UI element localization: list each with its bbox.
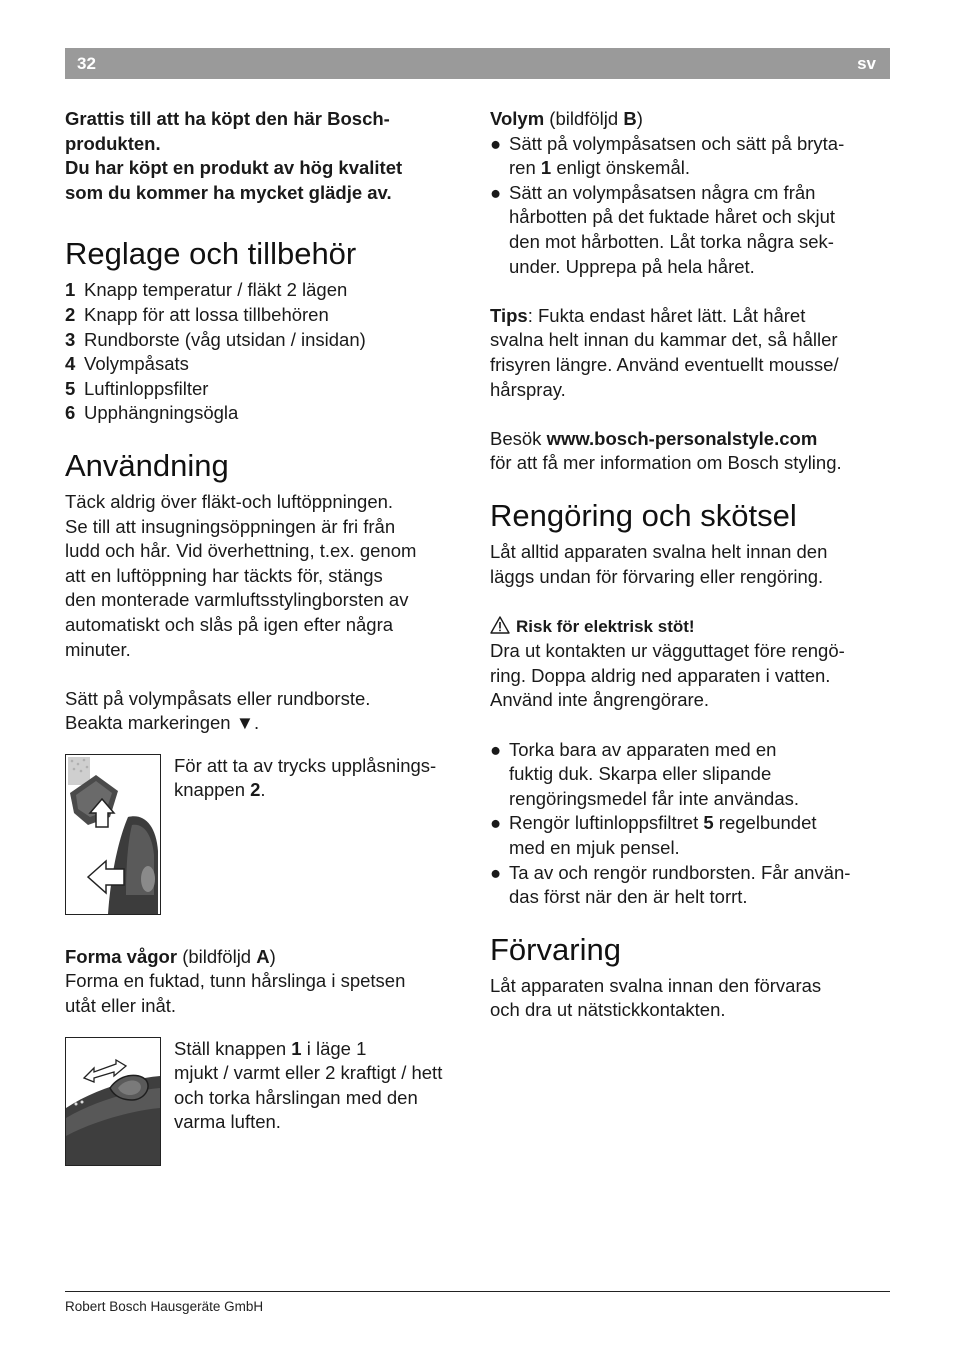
list-item: 3 Rundborste (våg utsidan / insidan) (65, 328, 366, 350)
storage-heading: Förvaring (490, 931, 621, 967)
controls-heading: Reglage och tillbehör (65, 236, 357, 272)
switch-illustration (65, 1037, 161, 1166)
warning-icon (490, 616, 510, 634)
remove-attachment-text: För att ta av trycks upplåsnings- knappen 2. (174, 754, 437, 801)
language-code: sv (857, 54, 876, 73)
page-number: 32 (77, 54, 96, 73)
switch-setting-row (65, 1037, 470, 1166)
list-item: 4 Volympåsats (65, 353, 189, 375)
volume-title: Volym (bildföljd B) (490, 108, 643, 129)
brush-release-icon (66, 755, 160, 914)
list-item: 6 Upphängningsögla (65, 402, 239, 424)
list-item: ● Sätt på volympåsatsen och sätt på bryta- ren 1 enligt önskemål. (490, 132, 845, 179)
switch-button-icon (66, 1038, 160, 1165)
list-item: 5 Luftinloppsfilter (65, 377, 209, 399)
list-item: ● Ta av och rengör rundborsten. Får använ- das först när den är helt torrt. (490, 861, 851, 908)
attach-text: Sätt på volympåsats eller rundborste. Beakta markeringen ▼. (65, 687, 371, 734)
page-header (65, 48, 890, 79)
list-item: 2 Knapp för att lossa tillbehören (65, 303, 329, 325)
usage-heading: Användning (65, 447, 229, 483)
waves-section: Forma vågor (bildföljd A) Forma en fuktad, tunn hårslinga i spetsen utåt eller inåt. (65, 945, 406, 1017)
remove-attachment-illustration (65, 754, 161, 915)
controls-list (65, 278, 470, 426)
cleaning-steps (490, 738, 890, 910)
footer-divider (65, 1291, 890, 1292)
list-item: ● Rengör luftinloppsfiltret 5 regelbundet med en mjuk pensel. (490, 812, 817, 859)
usage-text: Täck aldrig över fläkt-och luftöppningen. Se till att insugningsöppningen är fri från ludd och hår. Vid överhettning, t.ex. genom att en luftöppning har täckts för, stängs den monterade varmluftsstylingborsten av automatiskt och slås på igen efter några minuter. (65, 490, 417, 660)
switch-setting-text: Ställ knappen 1 i läge 1 mjukt / varmt eller 2 kraftigt / hett och torka hårslingan med den varma luften. (174, 1037, 443, 1133)
cleaning-text: Låt alltid apparaten svalna helt innan den läggs undan för förvaring eller rengöring. (490, 540, 828, 587)
visit-text: Besök www.bosch-personalstyle.com för att få mer information om Bosch styling. (490, 427, 842, 474)
storage-text: Låt apparaten svalna innan den förvaras och dra ut nätstickkontakten. (490, 974, 822, 1021)
volume-steps (490, 132, 890, 280)
footer-company: Robert Bosch Hausgeräte GmbH (65, 1299, 264, 1314)
website-link[interactable]: www.bosch-personalstyle.com (546, 427, 818, 449)
list-item: ● Sätt an volympåsatsen några cm från hårbotten på det fuktade håret och skjut den mot hårbotten. Låt torka några sek- under. Upprepa på hela håret. (490, 181, 836, 277)
list-item: 1 Knapp temperatur / fläkt 2 lägen (65, 279, 348, 301)
right-column (490, 107, 890, 1023)
intro-text: Grattis till att ha köpt den här Bosch- produkten. Du har köpt en produkt av hög kvalitet som du kommer ha mycket glädje av. (65, 108, 403, 203)
cleaning-heading: Rengöring och skötsel (490, 497, 797, 533)
electric-shock-warning: Risk för elektrisk stöt! Dra ut kontakten ur vägguttaget före rengö- ring. Doppa aldrig ned apparaten i vatten. Använd inte ångrengörare. (490, 616, 845, 711)
list-item: ● Torka bara av apparaten med en fuktig duk. Skarpa eller slipande rengöringsmedel får inte användas. (490, 738, 800, 809)
left-column (65, 107, 470, 1166)
tips-text: Tips: Fukta endast håret lätt. Låt håret svalna helt innan du kammar det, så håller frisyren längre. Använd eventuellt mousse/ hårspray. (490, 304, 839, 400)
remove-attachment-row (65, 754, 470, 915)
